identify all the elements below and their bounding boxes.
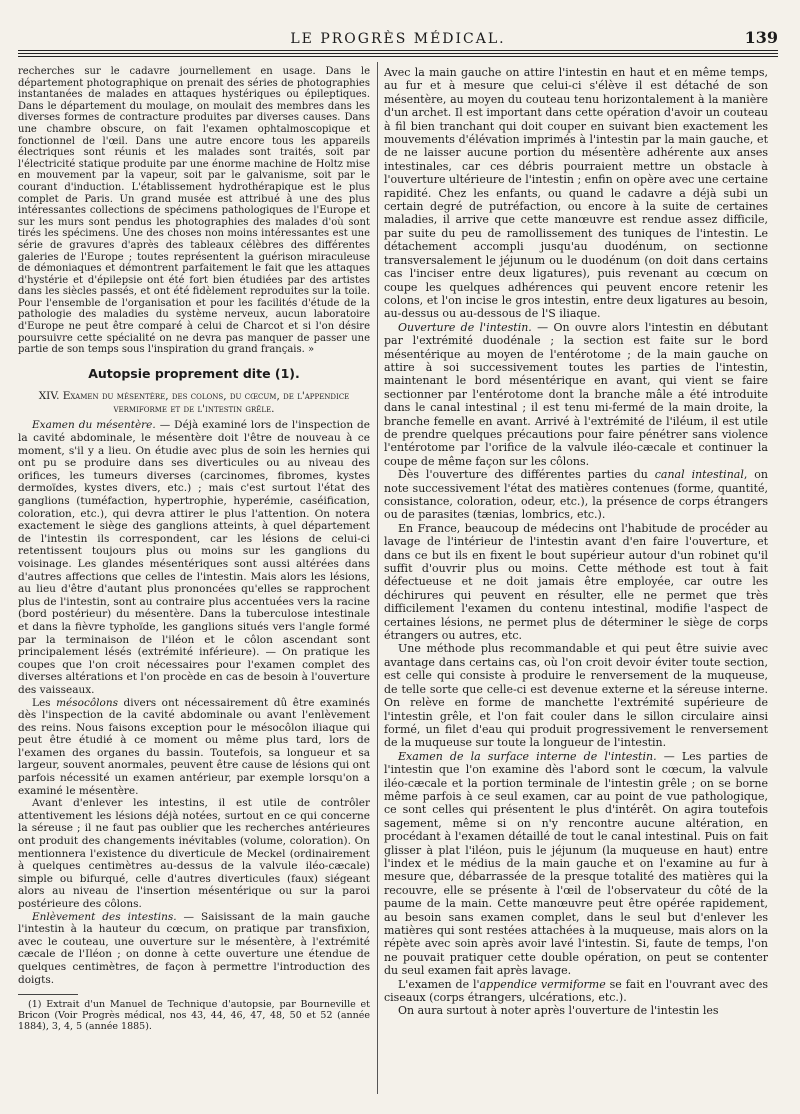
- footnote: (1) Extrait d'un Manuel de Technique d'autopsie, par Bourneville et Bricon (Voir Progrès médical, nos 43, 44, 46, 47, 48, 50 et 52 (année 1884), 3, 4, 5 (année 1885).: [18, 999, 370, 1033]
- text-ouverture: — On ouvre alors l'intestin en débutant par l'extrémité duodénale ; la section est faite sur le bord mésentérique au moyen de l'entérotome ; de la main gauche on attire à soi successivement toutes les parties de l'intestin, maintenant le bord mésentérique en avant, qui vient se faire sectionner par l'entérotome dont la branche mâle a été introduite dans le canal intestinal ; il est tenu mi-fermé de la main droite, la branche femelle en avant. Arrivé à l'extrémité de l'iléum, il est utile de prendre quelques précautions pour faire pénétrer sans violence l'entérotome par l'orifice de la valvule iléo-cæcale et continuer la coupe de même façon sur les côlons.: [384, 320, 768, 468]
- text-canal-b: , on note successivement l'état des matières contenues (forme, quantité, consistance, coloration, odeur, etc.), la présence de corps étrangers ou de parasites (tænias, lombrics, etc.).: [384, 468, 768, 522]
- text-surface: — Les parties de l'intestin que l'on examine dès l'abord sont le cœcum, la valvule iléo-cæcale et la portion terminale de l'intestin grêle ; on se borne même parfois à ce seul examen, car au point de vue pathologique, ce sont celles qui présentent le plus d'intérêt. On agira toutefois sagement, même si on n'y rencontre aucune altération, en procédant à l'examen détaillé de tout le canal intestinal. Puis on fait glisser à plat l'iléon, puis le jéjunum (la muqueuse en haut) entre l'index et le médius de la main gauche et on l'examine au fur à mesure que, débarrassée de la presque totalité des matières qui la recouvre, elle se présente à l'œil de l'observateur du côté de la paume de la main. Cette manœuvre peut être opérée rapidement, au besoin sans examen complet, dans le seul but d'enlever les matières qui sont restées attachées à la muqueuse, mais alors on la répète avec soin après avoir lavé l'intestin. Si, faute de temps, l'on ne pouvait pratiquer cette double opération, on peut se contenter du seul examen fait après lavage.: [384, 749, 768, 978]
- em-canal: canal intestinal: [654, 468, 744, 482]
- paragraph-france: En France, beaucoup de médecins ont l'habitude de procéder au lavage de l'intérieur de l'intestin avant d'en faire l'ouverture, et dans ce but ils en fixent le bout supérieur autour d'un robinet qu'il suffit d'ouvrir plus ou moins. Cette méthode est tout à fait défectueuse et ne doit jamais être employée, car outre les déchirures qui peuvent en résulter, elle ne permet que très difficilement l'examen du contenu intestinal, modifie l'aspect de certaines lésions, ne permet plus de déterminer le siège de corps étrangers ou autres, etc.: [384, 521, 768, 643]
- lead-ouverture: Ouverture de l'intestin.: [398, 320, 532, 334]
- lead-mesentere: Examen du mésentère.: [32, 419, 156, 432]
- paragraph-avant-enlever: Avant d'enlever les intestins, il est utile de contrôler attentivement les lésions déjà notées, surtout en ce qui concerne la séreuse ; il ne faut pas oublier que les recherches antérieures ont produit des changements inévitables (volume, coloration). On mentionnera l'existence du diverticule de Meckel (ordinairement à quelques centimètres au-dessus de la valvule iléo-cæcale) simple ou bifurqué, celle d'autres diverticules (faux) siégeant alors au niveau de l'insertion mésentérique ou sur la paroi postérieure des côlons.: [18, 797, 370, 910]
- text-appendice-a: L'examen de l': [398, 977, 480, 991]
- page-header: [18, 28, 778, 51]
- text-mesocolons-b: divers ont nécessairement dû être examinés dès l'inspection de la cavité abdominale ou avant l'enlèvement des reins. Nous faisons exception pour le mésocôlon iliaque qui peut être étudié à ce moment ou même plus tard, lors de l'examen des organes du bassin. Toutefois, sa longueur et sa largeur, souvent anormales, peuvent être cause de lésions qui ont parfois nécessité un examen antérieur, par exemple lorsqu'on a examiné le mésentère.: [18, 696, 370, 797]
- header-rule: [18, 53, 778, 57]
- paragraph-appendice: [384, 978, 768, 1005]
- lead-enlevement: Enlèvement des intestins.: [32, 910, 177, 923]
- column-divider: [377, 62, 378, 1094]
- paragraph-methode: Une méthode plus recommandable et qui peut être suivie avec avantage dans certains cas, où l'on croit devoir éviter toute section, est celle qui consiste à produire le renversement de la muqueuse, de telle sorte que celle-ci est devenue externe et la séreuse interne. On relève en forme de manchette l'extrémité supérieure de l'intestin grêle, et l'on fait couler dans le sillon circulaire ainsi formé, un filet d'eau qui produit progressivement le renversement de la muqueuse sur toute la longueur de l'intestin.: [384, 642, 768, 750]
- paragraph-ouverture: [384, 321, 768, 468]
- footnote-rule: [18, 994, 78, 995]
- intro-paragraph: recherches sur le cadavre journellement en usage. Dans le département photographique on prenait des séries de photographies instantanées de malades en attaques hystériques ou épileptiques. Dans le département du moulage, on moulait des membres dans les diverses formes de contracture produites par diverses causes. Dans une chambre obscure, on fait l'examen ophtalmoscopique et fonctionnel de l'œil. Dans une autre encore tous les appareils électriques sont réunis et les malades sont traités, soit par l'électricité statique produite par une énorme machine de Holtz mise en mouvement par la vapeur, soit par le galvanisme, soit par le courant d'induction. L'établissement hydrothérapique est le plus complet de Paris. Un grand musée est attribué à une des plus intéressantes collections de spécimens pathologiques de l'Europe et sur les murs sont pendus les photographies des malades d'où sont tirés les spécimens. Une des choses non moins intéressantes est une série de gravures d'après des tableaux célèbres des différentes galeries de l'Europe ; toutes représentent la guérison miraculeuse de démoniaques et démontrent parfaitement le fait que les attaques d'hystérie et d'épilepsie ont été fort bien étudiées par des artistes dans les siècles passés, et ont été fidèlement reproduites sur la toile. Pour l'ensemble de l'organisation et pour les facilités d'étude de la pathologie des maladies du système nerveux, aucun laboratoire d'Europe ne peut être comparé à celui de Charcot et si l'on désire poursuivre cette spécialité on ne devra pas manquer de passer une partie de son temps sous l'inspiration du grand français. »: [18, 66, 370, 356]
- journal-title: LE PROGRÈS MÉDICAL.: [290, 31, 506, 47]
- paragraph-mesocolons: [18, 697, 370, 798]
- text-appendice-b: se fait en l'ouvrant avec des ciseaux (corps étrangers, ulcérations, etc.).: [384, 977, 768, 1005]
- subsection-heading: XIV. Examen du mésentère, des colons, du cœcum, de l'appendice vermiforme et de l'intestin grêle.: [38, 390, 350, 415]
- paragraph-main-gauche: Avec la main gauche on attire l'intestin en haut et en même temps, au fur et à mesure que celui-ci s'élève il est détaché de son mésentère, au moyen du couteau tenu horizontalement à la manière d'un archet. Il est important dans cette opération d'avoir un couteau à fil bien tranchant qui doit couper en suivant bien exactement les mouvements d'élévation imprimés à l'intestin par la main gauche, et de ne laisser aucune portion du mésentère adhérente aux anses intestinales, car ces débris pourraient mettre un obstacle à l'ouverture ultérieure de l'intestin ; enfin on opère avec une certaine rapidité. Chez les enfants, ou quand le cadavre a déjà subi un certain degré de putréfaction, ou encore à la suite de certaines maladies, il arrive que cette manœuvre est rendue assez difficile, par suite du peu de ramollissement des tuniques de l'intestin. Le détachement accompli jusqu'au duodénum, on sectionne transversalement le jéjunum ou le duodénum (on doit dans certains cas l'inciser entre deux ligatures), puis revenant au cœcum on coupe les quelques adhérences qui peuvent encore retenir les colons, et l'on incise le gros intestin, entre deux ligatures au besoin, au-dessus ou au-dessous de l'S iliaque.: [384, 66, 768, 321]
- em-mesocolons: mésocôlons: [56, 696, 118, 709]
- text-mesocolons-a: Les: [32, 696, 57, 709]
- paragraph-enlevement: [18, 911, 370, 987]
- paragraph-mesentere: [18, 419, 370, 696]
- lead-surface: Examen de la surface interne de l'intestin.: [398, 749, 657, 763]
- text-mesentere: — Déjà examiné lors de l'inspection de la cavité abdominale, le mésentère doit l'être de nouveau à ce moment, s'il y a lieu. On étudie avec plus de soin les hernies qui ont pu se produire dans ses diverticules ou au niveau des orifices, les tumeurs diverses (carcinomes, fibromes, kystes dermoïdes, kystes divers, etc.) ; mais c'est surtout l'état des ganglions (tuméfaction, hypertrophie, hyperémie, caséification, coloration, etc.), qui devra attirer le plus l'attention. On notera exactement le siège des ganglions atteints, à quel département de l'intestin ils correspondent, car les lésions de celui-ci retentissent toujours plus ou moins sur les ganglions du voisinage. Les glandes mésentériques sont aussi altérées dans d'autres affections que celles de l'intestin. Mais alors les lésions, au lieu d'être d'autant plus prononcées qu'elles se rapprochent plus de l'intestin, sont au contraire plus accentuées vers la racine (bord postérieur) du mésentère. Dans la tuberculose intestinale et dans la fièvre typhoïde, les ganglions situés vers l'angle formé par la terminaison de l'iléon et le côlon ascendant sont principalement lésés (extrémité inférieure). — On pratique les coupes que l'on croit nécessaires pour l'examen complet des diverses altérations et l'on procède en cas de besoin à l'ouverture des vaisseaux.: [18, 419, 370, 696]
- paragraph-surface-interne: [384, 750, 768, 978]
- paragraph-canal: [384, 468, 768, 522]
- section-title: Autopsie proprement dite (1).: [88, 365, 300, 381]
- right-column: [384, 66, 768, 1094]
- paragraph-noter: On aura surtout à noter après l'ouverture de l'intestin les: [398, 1004, 719, 1018]
- text-enlevement: — Saisissant de la main gauche l'intestin à la hauteur du cœcum, on pratique par transfixion, avec le couteau, une ouverture sur le mésentère, à l'extrémité cæcale de l'Iléon ; on donne à cette ouverture une étendue de quelques centimètres, de façon à permettre l'introduction des doigts.: [18, 910, 370, 986]
- page-number: 139: [744, 28, 778, 47]
- left-column: [18, 66, 370, 1094]
- em-appendice: appendice vermiforme: [479, 977, 606, 991]
- text-canal-a: Dès l'ouverture des différentes parties du: [398, 468, 655, 482]
